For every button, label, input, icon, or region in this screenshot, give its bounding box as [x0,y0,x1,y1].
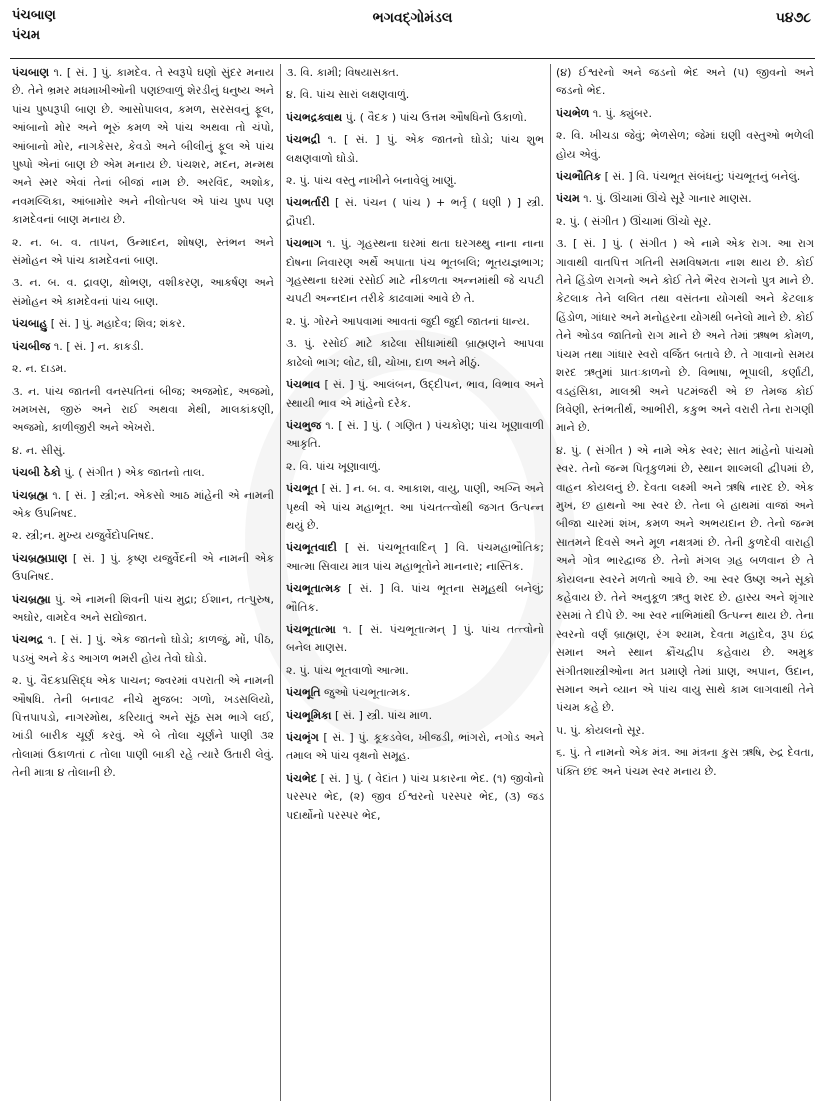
dictionary-entry [556,722,814,740]
entry-definition: [ સં. ] પું. આલંબન, ઉદ્દીપન, ભાવ, વિભાવ અને સ્થાયી ભાવ એ માંહેનો દરેક. [286,378,544,410]
entry-definition: [ સં. પંચન ( પાંચ ) + ભર્તૃ ( ધણી ) ] સ્ત્રી. દ્રૌપદી. [286,196,544,228]
entry-headword: પંચબ્રહ્મા [12,592,51,606]
entry-definition: [ સં. ] પું. કૂકડવેલ, ખીજડી, ભાંગરો, નગોડ અને તમાલ એ પાંચ વૃક્ષનો સમૂહ. [286,731,544,763]
dictionary-title: ભગવદ્ગોમંડલ [372,10,453,26]
entry-definition: ૧. [ સં. ] સ્ત્રી;ન. એકસો આઠ માંહેની એ નામની એક ઉપનિષદ. [12,488,274,520]
dictionary-entry [12,442,274,460]
column-divider [550,64,551,1101]
entry-headword: પંચભૃંગ [286,731,319,744]
page-number: ૫૪૭૮ [775,10,811,26]
dictionary-entry [556,64,814,101]
entry-definition: ૩. વિ. કામી; વિષયાસક્ત. [286,66,400,79]
entry-headword: પંચબી ઠેકો [12,466,61,480]
dictionary-entry [556,744,814,781]
entry-definition: ૨. પું. ગોરને આપવામાં આવતાં જુદી જુદી જાતનાં ધાન્ય. [286,314,530,328]
dictionary-entry [12,338,274,356]
entry-definition: ૨. વિ. પાંચ ખૂણાવાળું. [286,459,381,473]
dictionary-entry [286,131,544,168]
entry-headword: પંચભાગ [286,237,322,251]
dictionary-entry [12,631,274,668]
entry-definition: ૩. ન. પાંચ જાતની વનસ્પતિનાં બીજ; અજમોદ, અજમો, ખમખસ, જીરું અને રાઈ અથવા મેથી, માલકાંકણી, અજમો, કાળીજીરી અને એખરો. [12,384,274,435]
dictionary-entry [286,376,544,413]
entry-definition: ૨. સ્ત્રી;ન. મુખ્ય યજુર્વેદોપનિષદ. [12,529,155,543]
dictionary-entry [286,662,544,680]
entry-headword: પંચભુજ [286,418,322,432]
last-guide-word: પંચમ [12,28,41,43]
entry-definition: [ સં. ] વિ. પાંચ ભૂતના સમૂહથી બનેલું; ભૌતિક. [286,582,544,614]
dictionary-entry [286,235,544,309]
entry-definition: ૧. [ સં. ] પું. એક જાતનો ઘોડો; કાળજું, મોં, પીઠ, પડખું અને કેડ આગળ ભમરી હોય તેવો ઘોડો. [12,633,274,665]
entry-definition: [ સં. ] સ્ત્રી. પાંચ માળ. [331,708,433,722]
dictionary-entry [286,580,544,617]
dictionary-entry [12,550,274,587]
entry-definition: [ સં. ] પું. ( વેદાંત ) પાંચ પ્રકારના ભેદ. (૧) જીવોનો પરસ્પર ભેદ, (૨) જીવ ઈશ્વરનો પરસ્પર ભેદ, (૩) જડ પદાર્થોનો પરસ્પર ભેદ, [286,771,544,822]
dictionary-entry [12,315,274,333]
entry-headword: પંચભૂતવાદી [286,541,337,555]
entry-headword: પંચબાહુ [12,317,48,331]
entry-definition: ૧. પું. ક્યુંબર. [589,106,652,120]
column-divider [280,64,281,1101]
entry-definition: ૪. ન. સીસું. [12,443,66,457]
entry-headword: પંચભર્તારી [286,196,330,210]
dictionary-entry [12,64,274,230]
entry-headword: પંચભદ્રક્વાથ [286,110,343,124]
entry-definition: પું. ( સંગીત ) એક જાતનો તાલ. [60,466,205,480]
entry-definition: ૨. ન. બ. વ. તાપન, ઉન્માદન, શોષણ, સ્તંભન અને સંમોહન એ પાંચ કામદેવનાં બાણ. [12,235,274,268]
dictionary-entry [12,383,274,438]
entry-definition: [ સં. ] પું. મહાદેવ; શિવ; શંકર. [47,317,186,331]
entry-headword: પંચબ્રહ્મપ્રાણ [12,551,68,565]
entry-definition: ૧. [ સં. ] પું. એક જાતનો ઘોડો; પાંચ શુભ લક્ષણવાળો ઘોડો. [286,133,544,165]
entry-definition: ૪. વિ. પાંચ સારાં લક્ષણવાળું. [286,88,410,102]
entry-definition: પું. એ નામની શિવની પાંચ મુદ્રા; ઈશાન, તત્પુરુષ, અઘોર, વામદેવ અને સદ્યોજાત. [12,592,274,624]
dictionary-entry [556,105,814,123]
column-1 [12,64,274,1103]
entry-headword: પંચભેળ [556,106,590,120]
entry-definition: [ સં. પંચભૂતવાદિન્ ] વિ. પંચમહાભૌતિક; આત્મા સિવાય માત્ર પાંચ મહાભૂતોને માનનાર; નાસ્તિક. [286,541,544,573]
entry-definition: ૧. પું. ઊંચામાં ઊંચે સૂરે ગાનાર માણસ. [579,192,752,206]
entry-headword: પંચભૂત [286,482,319,496]
dictionary-entry [286,621,544,658]
dictionary-entry [286,64,544,82]
dictionary-entry [12,360,274,378]
entry-headword: પંચમ [556,192,580,206]
entry-headword: પંચભેદ [286,771,317,785]
entry-definition: [ સં. ] વિ. પંચભૂત સંબંધનું; પંચભૂતનું બનેલું. [601,170,801,184]
entry-headword: પંચભૂમિકા [286,708,332,722]
dictionary-entry [12,591,274,628]
entry-definition: [ સં. ] ન. બ. વ. આકાશ, વાયુ, પાણી, અગ્નિ અને પૃથ્વી એ પાંચ મહાભૂત. આ પંચતત્ત્વોથી જગત ઉત્પન્ન થયું છે. [286,482,544,532]
dictionary-entry [286,707,544,725]
entry-headword: પંચભૂતાત્મક [286,582,341,596]
entry-headword: પંચભૂતિ [286,686,321,700]
page-header [0,0,825,62]
entry-definition: ૧. [ સં. ] ન. કાકડી. [50,339,144,353]
dictionary-entry [12,234,274,271]
entry-definition: ૫. પું. કોયલનો સૂર. [556,723,645,737]
dictionary-entry [286,417,544,454]
entry-headword: પંચભૂતાત્મા [286,622,336,636]
dictionary-entry [286,480,544,535]
entry-definition: (૪) ઈશ્વરનો અને જડનો ભેદ અને (૫) જીવનો અને જડનો ભેદ. [556,66,814,98]
entry-definition: ૩. ન. બ. વ. દ્રાવણ, ક્ષોભણ, વશીકરણ, આકર્ષણ અને સંમોહન એ કામદેવનાં પાંચ બાણ. [12,276,274,308]
dictionary-entry [556,168,814,186]
dictionary-entry [286,729,544,766]
entry-headword: પંચભૌતિક [556,170,602,184]
entry-definition: ૪. પું. ( સંગીત ) એ નામે એક સ્વર; સાત માંહેનો પાંચમો સ્વર. તેનો જન્મ પિતૃકુળમાં છે, સ્થાન શાલ્મલી દ્વીપમાં છે, વાહન કોયલનું છે. દેવતા લક્ષ્મી અને ઋષિ નારદ છે. એક મુખ, છ હાથનો આ સ્વર છે. તેના બે હાથમાં વાજાં અને બીજા ચારમાં શંખ, કમળ અને અભયદાન છે. તેનો જન્મ સાતમને દિવસે અને મૂળ નક્ષત્રમાં છે. તેની કુળદેવી વારાહી અને ગોત્ર ભારદ્વાજ છે. તેનો મંગલ ગ્રહ બળવાન છે તે કોયલના સ્વરને મળતો આવે છે. આ સ્વર ઉષ્ણ અને સૂકો કહેવાય છે. તેને અનુકૂળ ઋતુ શરદ છે. હાસ્ય અને શૃંગાર રસમાં તે દીપે છે. આ સ્વર નાભિમાંથી ઉત્પન્ન થાય છે. તેના સ્વરનો વર્ણ બ્રાહ્મણ, રંગ શ્યામ, દેવતા મહાદેવ, રૂપ ઇંદ્ર સમાન અને સ્થાન ક્રૌંચદ્વીપ કહેવાય છે. અમુક સંગીતશાસ્ત્રીઓના મત પ્રમાણે તેમાં પ્રાણ, અપાન, ઉદાન, સમાન અને વ્યાન એ પાંચ વાયુ સાથે કામ લાગવાથી તેને પંચમ કહે છે. [556,443,814,715]
entry-definition: ૩. [ સં. ] પું. ( સંગીત ) એ નામે એક રાગ. આ રાગ ગાવાથી વાતપિત્ત ગતિની સમવિષમતા નાશ થાય છે. કોઈ તેને હિંડોળ રાગનો અને કોઈ તેને ભૈરવ રાગનો પુત્ર માને છે. કેટલાક તેને લલિત તથા વસંતના યોગથી અને કેટલાક હિંડોળ, ગાંધાર અને મનોહરના યોગથી બનેલો માને છે. કોઈ તેને ઓડવ જાતિનો રાગ માને છે અને તેમાં ઋષભ કોમળ, પંચમ તથા ગાંધાર સ્વરો વર્જિત બતાવે છે. તે ગાવાનો સમય શરદ ઋતુમાં પ્રાતઃકાળનો છે. વિભાષા, ભૂપાલી, કર્ણાટી, વડહંસિકા, માલશ્રી અને પટમંજરી એ છ તેમજ કોઈ ત્રિવેણી, સ્તંભતીર્થ, આભીરી, કકુભ અને વરારી તેના રાગણી માને છે. [556,237,814,435]
entry-definition: ૧. પું. ગૃહસ્થના ઘરમાં થતા ઘરગથ્થુ નાના નાના દોષના નિવારણ અર્થે અપાતા પંચ ભૂતબલિ; ભૂતયજ્ઞભાગ; ગૃહસ્થના ઘરમાં રસોઈ માટે નીકળતા અન્નમાંથી જે ચપટી ચપટી અન્નદાન તરીકે કાઢવામાં આવે છે તે. [286,237,544,306]
dictionary-entry [286,458,544,476]
dictionary-entry [286,172,544,190]
entry-headword: પંચભદ્રી [286,133,321,147]
entry-definition: ૨. પું. પાંચ ભૂતવાળો આત્મા. [286,663,409,677]
entry-headword: પંચબાણ [12,66,50,79]
dictionary-entry [286,109,544,127]
dictionary-entry [556,442,814,718]
entry-headword: પંચભાવ [286,378,321,392]
dictionary-entry [12,672,274,782]
entry-definition: ૬. પું. તે નામનો એક મંત્ર. આ મંત્રના કુસ ઋષિ, રુદ્ર દેવતા, પંક્તિ છંદ અને પંચમ સ્વર મનાય છે. [556,746,814,778]
entry-definition: ૨. વિ. ખીચડા જેવું; ભેળસેળ; જેમાં ઘણી વસ્તુઓ ભળેલી હોય એવું. [556,129,814,161]
entry-definition: ૧. [ સં. પંચભૂતાત્મન્ ] પું. પાંચ તત્ત્વોનો બનેલ માણસ. [286,622,544,655]
dictionary-entry [556,213,814,231]
dictionary-entry [286,194,544,231]
dictionary-entry [12,487,274,524]
dictionary-entry [286,684,544,702]
entry-headword: પંચબીજ [12,339,51,353]
dictionary-entry [286,313,544,331]
dictionary-entry [556,190,814,208]
first-guide-word: પંચબાણ [12,8,56,23]
entry-headword: પંચબ્રહ્મ [12,488,48,502]
dictionary-entry [556,127,814,164]
dictionary-entry [286,770,544,825]
entry-definition: જુઓ પંચભૂતાત્મક. [320,686,411,700]
entry-definition: ૨. પું. ( સંગીત ) ઊંચામાં ઊંચો સૂર. [556,214,712,228]
entry-definition: [ સં. ] પું. કૃષ્ણ યજુર્વેદની એ નામની એક ઉપનિષદ. [12,551,274,584]
entry-definition: ૧. [ સં. ] પું. કામદેવ. તે સ્વરૂપે ઘણો સુંદર મનાય છે. તેને ભ્રમર મધમાખીઓની પણછવાળું શેરડીનું ધનુષ્ય અને પાંચ પુષ્પરૂપી બાણ છે. આસોપાલવ, કમળ, સરસવનું ફૂલ, આંબાનો મોર અને ભૂરું કમળ એ પાંચ અથવા તો ચંપો, આંબાનો મોર, નાગકેસર, કેવડો અને બીલીનું ફૂલ એ પાંચ પુષ્પો એનાં બાણ છે એમ મનાય છે. પંચશર, મદન, મન્મથ અને સ્મર એવાં તેનાં બીજાં નામ છે. અરવિંદ, અશોક, નવમલ્લિકા, આંબામોર અને નીલોત્પલ એ પાંચ પુષ્પ પણ કામદેવનાં બાણ મનાય છે. [12,66,274,227]
dictionary-entry [12,464,274,482]
dictionary-entry [286,86,544,104]
entry-definition: પું. ( વૈદક ) પાંચ ઉત્તમ ઔષધિનો ઉકાળો. [342,110,528,124]
column-3 [556,64,814,1103]
dictionary-entry [12,527,274,545]
header-rule [10,58,815,59]
entry-definition: ૨. પું. વૈદકપ્રસિદ્ધ એક પાચન; જ્વરમાં વપરાતી એ નામની ઔષધિ. તેની બનાવટ નીચે મુજબ: ગળો, ખડસલિયો, પિત્તપાપડો, નાગરમોથ, કરિયાતું અને સૂંઠ સમ ભાગે લઈ, ખાંડી બારીક ચૂર્ણ કરવું. એ બે તોલા ચૂર્ણને પાણી ૩૨ તોલામાં ઉકાળતાં ૮ તોલા પાણી બાકી રહે ત્યારે ઉતારી લેવું. તેની માત્રા ૪ તોલાની છે. [12,674,274,780]
entry-definition: ૨. પું. પાંચ વસ્તુ નાખીને બનાવેલું ખાણું. [286,174,457,188]
dictionary-entry [556,235,814,437]
dictionary-entry [286,335,544,372]
column-2 [286,64,544,1103]
entry-headword: પંચભદ્ર [12,633,44,647]
entry-definition: ૩. પું. રસોઈ માટે કાઢેલા સીધામાંથી બ્રાહ્મણને આપવા કાઢેલો ભાગ; લોટ, ઘી, ચોખા, દાળ અને મીઠું. [286,337,544,369]
entry-definition: ૨. ન. દાડમ. [12,362,67,376]
entry-definition: ૧. [ સં. ] પું. ( ગણિત ) પંચકોણ; પાંચ ખૂણાવાળી આકૃતિ. [286,418,544,451]
dictionary-entry [286,539,544,576]
dictionary-entry [12,274,274,311]
